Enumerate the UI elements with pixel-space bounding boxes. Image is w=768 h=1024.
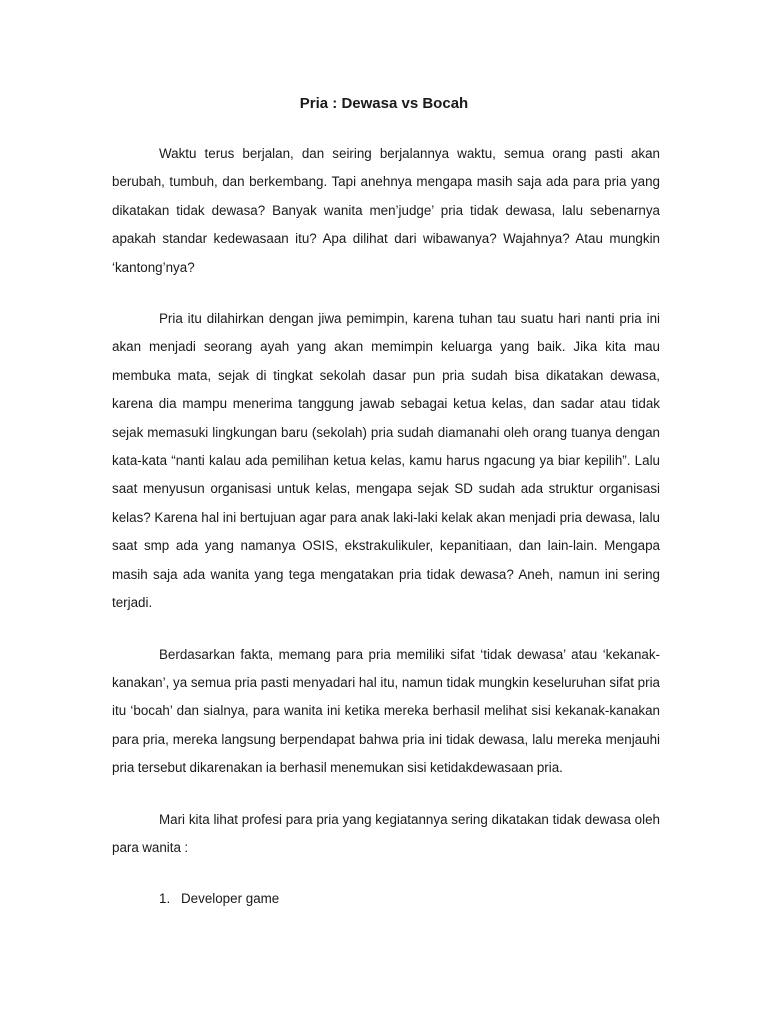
list-item-number: 1. xyxy=(159,891,171,907)
list-item xyxy=(112,885,660,913)
list-item-text: Developer game xyxy=(181,891,280,907)
paragraph-4: Mari kita lihat profesi para pria yang kegiatannya sering dikatakan tidak dewasa oleh para wanita : xyxy=(112,811,660,855)
paragraph-2: Pria itu dilahirkan dengan jiwa pemimpin, karena tuhan tau suatu hari nanti pria ini akan menjadi seorang ayah yang akan memimpin keluarga yang baik. Jika kita mau membuka mata, sejak di tingkat sekolah dasar pun pria sudah bisa dikatakan dewasa, karena dia mampu menerima tanggung jawab sebagai ketua kelas, dan sadar atau tidak sejak memasuki lingkungan baru (sekolah) pria sudah diamanahi oleh orang tuanya dengan kata-kata “nanti kalau ada pemilihan ketua kelas, kamu harus ngacung ya biar kepilih”. Lalu saat menyusun organisasi untuk kelas, mengapa sejak SD sudah ada struktur organisasi kelas? Karena hal ini bertujuan agar para anak laki-laki kelak akan menjadi pria dewasa, lalu saat smp ada yang namanya OSIS, ekstrakulikuler, kepanitiaan, dan lain-lain. Mengapa masih saja ada wanita yang tega mengatakan pria tidak dewasa? Aneh, namun ini sering terjadi. xyxy=(112,311,660,611)
profession-list xyxy=(112,885,660,913)
document-body xyxy=(112,140,660,914)
paragraph-1: Waktu terus berjalan, dan seiring berjalannya waktu, semua orang pasti akan berubah, tumbuh, dan berkembang. Tapi anehnya mengapa masih saja ada para pria yang dikatakan tidak dewasa? Banyak wanita men’judge’ pria tidak dewasa, lalu sebenarnya apakah standar kedewasaan itu? Apa dilihat dari wibawanya? Wajahnya? Atau mungkin ‘kantong’nya? xyxy=(112,146,660,275)
paragraph-3: Berdasarkan fakta, memang para pria memiliki sifat ‘tidak dewasa’ atau ‘kekanak-kanakan’, ya semua pria pasti menyadari hal itu, namun tidak mungkin keseluruhan sifat pria itu ‘bocah’ dan sialnya, para wanita ini ketika mereka berhasil melihat sisi kekanak-kanakan para pria, mereka langsung berpendapat bahwa pria ini tidak dewasa, lalu mereka menjauhi pria tersebut dikarenakan ia berhasil menemukan sisi ketidakdewasaan pria. xyxy=(112,646,660,776)
document-title: Pria : Dewasa vs Bocah xyxy=(299,95,469,112)
